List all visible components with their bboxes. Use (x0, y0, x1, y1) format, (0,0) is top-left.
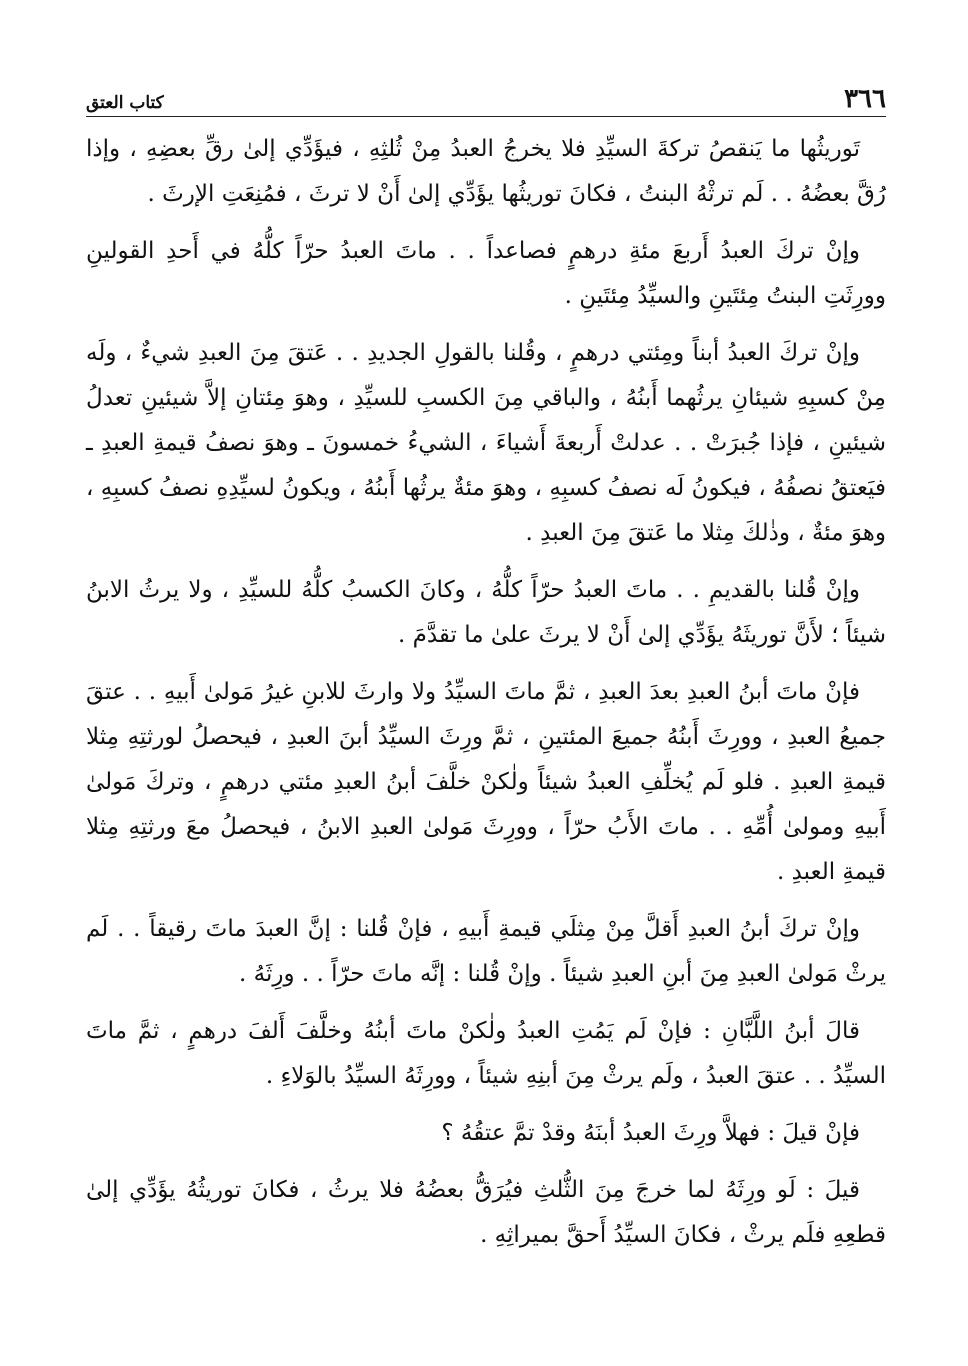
paragraph: فإنْ ماتَ أبنُ العبدِ بعدَ العبدِ ، ثمَّ ماتَ السيِّدُ ولا وارثَ للابنِ غيرُ مَولىٰ أَبيهِ . . عتقَ جميعُ العبدِ ، وورِثَ أَبنُهُ جميعَ المئتينِ ، ثمَّ ورِثَ السيِّدُ أبنَ العبدِ ، فيحصلُ لورثتِهِ مِثلا قيمةِ العبدِ . فلو لَم يُخلِّفِ العبدُ شيئاً ولٰكنْ خلَّفَ أبنُ العبدِ مئتي درهمٍ ، وتركَ مَولىٰ أَبيهِ ومولىٰ أُمِّهِ . . ماتَ الأَبُ حرّاً ، وورِثَ مَولىٰ العبدِ الابنُ ، فيحصلُ معَ ورثتِهِ مِثلا قيمةِ العبدِ . (86, 679, 886, 885)
page-header (86, 78, 886, 117)
paragraph: وإنْ تركَ العبدُ أبناً ومِئتي درهمٍ ، وقُلنا بالقولِ الجديدِ . . عَتقَ مِنَ العبدِ شيءٌ ، ولَه مِنْ كسبِهِ شيئانِ يرثُهما أَبنُهُ ، والباقي مِنَ الكسبِ للسيِّدِ ، وهوَ مِئتانِ إلاَّ شيئينِ تعدلُ شيئينِ ، فإذا جُبرَتْ . . عدلتْ أَربعةَ أَشياءَ ، الشيءُ خمسونَ ـ وهوَ نصفُ قيمةِ العبدِ ـ فيَعتقُ نصفُهُ ، فيكونُ لَه نصفُ كسبِهِ ، وهوَ مئةٌ يرثُها أَبنُهُ ، ويكونُ لسيِّدِهِ نصفُ كسبِهِ ، وهوَ مئةٌ ، وذٰلكَ مِثلا ما عَتقَ مِنَ العبدِ . (86, 340, 886, 546)
body-text (86, 127, 886, 1258)
page-number: ٣٦٦ (844, 84, 886, 114)
paragraph: تَوريثُها ما يَنقصُ تركةَ السيِّدِ فلا يخرجُ العبدُ مِنْ ثُلثِهِ ، فيؤَدِّي إلىٰ رقِّ بعضِهِ ، وإذا رُقَّ بعضُهُ . . لَم ترثْهُ البنتُ ، فكانَ توريثُها يؤَدِّي إلىٰ أَنْ لا ترثَ ، فمُنِعَتِ الإرثَ . (86, 136, 886, 207)
running-title: كتاب العتق (86, 93, 164, 113)
paragraph: قالَ أبنُ اللَّبَّانِ : فإنْ لَم يَمُتِ العبدُ ولٰكنْ ماتَ أبنُهُ وخلَّفَ أَلفَ درهمٍ ، ثمَّ ماتَ السيِّدُ . . عتقَ العبدُ ، ولَم يرثْ مِنَ أبنِهِ شيئاً ، وورِثَهُ السيِّدُ بالوَلاءِ . (86, 1018, 886, 1089)
paragraph: وإنْ تركَ أبنُ العبدِ أَقلَّ مِنْ مِثلَي قيمةِ أَبيهِ ، فإنْ قُلنا : إنَّ العبدَ ماتَ رقيقاً . . لَم يرثْ مَولىٰ العبدِ مِنَ أبنِ العبدِ شيئاً . وإنْ قُلنا : إنَّه ماتَ حرّاً . . ورِثَهُ . (86, 916, 886, 987)
paragraph: قيلَ : لَو ورِثَهُ لما خرجَ مِنَ الثُّلثِ فيُرَقُّ بعضُهُ فلا يرثُ ، فكانَ توريثُهُ يؤَدِّي إلىٰ قطعِهِ فلَم يرثْ ، فكانَ السيِّدُ أَحقَّ بميراثِهِ . (86, 1177, 886, 1248)
paragraph: فإنْ قيلَ : فهلاَّ ورِثَ العبدُ أبنَهُ وقدْ تمَّ عتقُهُ ؟ (441, 1120, 860, 1146)
paragraph: وإنْ تركَ العبدُ أَربعَ مئةِ درهمٍ فصاعداً . . ماتَ العبدُ حرّاً كلُّهُ في أَحدِ القولينِ وورِثَتِ البنتُ مِئتَينِ والسيِّدُ مِئتَينِ . (86, 238, 886, 309)
paragraph: وإنْ قُلنا بالقديمِ . . ماتَ العبدُ حرّاً كلُّهُ ، وكانَ الكسبُ كلُّهُ للسيِّدِ ، ولا يرثُ الابنُ شيئاً ؛ لأَنَّ توريثَهُ يؤَدِّي إلىٰ أَنْ لا يرثَ علىٰ ما تقدَّمَ . (86, 577, 886, 648)
book-page (86, 78, 886, 1328)
